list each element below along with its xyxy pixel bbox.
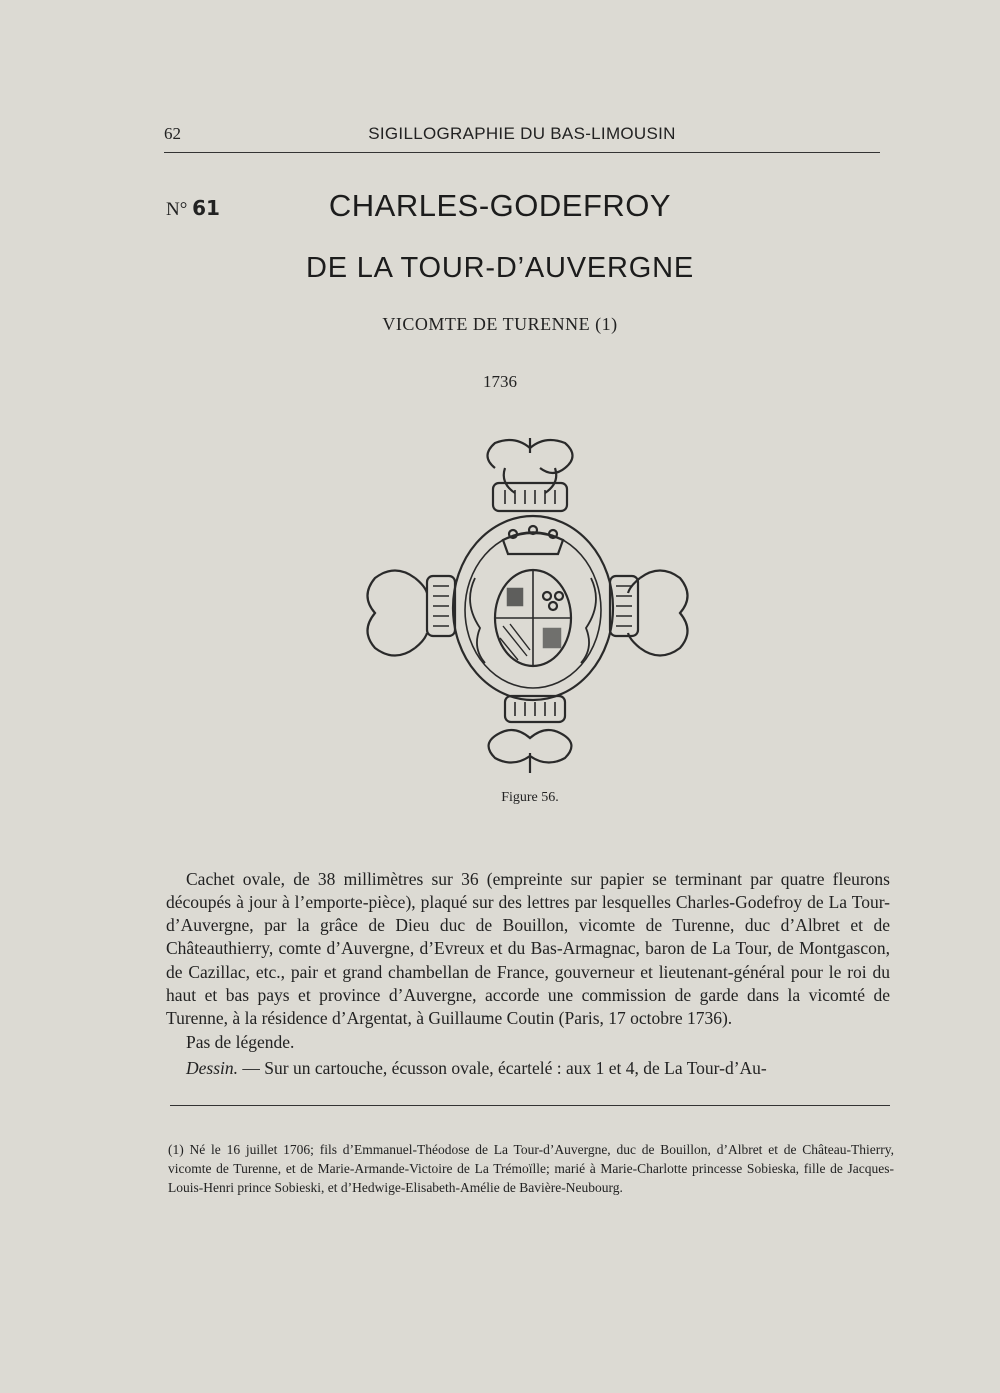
entry-year: 1736 xyxy=(483,372,517,391)
drawing-label: Dessin. xyxy=(186,1058,239,1078)
figure-caption: Figure 56. xyxy=(501,790,559,805)
seal-illustration xyxy=(355,428,705,778)
running-title: SIGILLOGRAPHIE DU BAS-LIMOUSIN xyxy=(368,124,676,143)
no-legend-note: Pas de légende. xyxy=(186,1032,295,1052)
page-number: 62 xyxy=(164,124,181,143)
bottom-fleuron xyxy=(489,696,572,773)
coat-of-arms-shield xyxy=(495,570,571,666)
footnote-rule xyxy=(170,1105,890,1106)
header-rule xyxy=(164,152,880,153)
description-paragraph: Cachet ovale, de 38 millimètres sur 36 (empreinte sur papier se terminant par quatre fleurons découpés à jour à l’emporte-pièce), plaqué sur des lettres par lesquelles Charles-Godefroy de La Tour-d’Auvergne, par la grâce de Dieu duc de Bouillon, vicomte de Turenne, duc d’Albret et de Châteauthierry, comte d’Auvergne, d’Evreux et du Bas-Armagnac, baron de La Tour, de Montgascon, de Cazillac, etc., pair et grand chambellan de France, gouverneur et lieutenant-général pour le roi du haut et bas pays et province d’Auvergne, accorde une commission de garde dans la vicomté de Turenne, à la résidence d’Argentat, à Guillaume Coutin (Paris, 17 octobre 1736). xyxy=(166,868,890,1029)
page-header xyxy=(164,124,880,152)
entry-title-line2: DE LA TOUR-D’AUVERGNE xyxy=(306,252,694,284)
ducal-crown-icon xyxy=(503,526,563,554)
entry-title-line1: CHARLES-GODEFROY xyxy=(328,188,672,223)
top-fleuron xyxy=(488,438,573,511)
entry-number-prefix: N° xyxy=(166,199,188,220)
right-fleuron xyxy=(610,571,688,656)
drawing-description xyxy=(186,1058,890,1079)
entry-number-value: 61 xyxy=(192,196,220,220)
entry-subtitle: VICOMTE DE TURENNE (1) xyxy=(382,314,618,334)
drawing-text: — Sur un cartouche, écusson ovale, écartelé : aux 1 et 4, de La Tour-d’Au- xyxy=(238,1058,767,1078)
left-fleuron xyxy=(368,571,456,656)
footnote: (1) Né le 16 juillet 1706; fils d’Emmanuel-Théodose de La Tour-d’Auvergne, duc de Bouillon, d’Albret et de Château-Thierry, vicomte de Turenne, et de Marie-Armande-Victoire de La Trémoïlle; marié à Marie-Charlotte princesse Sobieska, fille de Jacques-Louis-Henri prince Sobieski, et d’Hedwige-Elisabeth-Amélie de Bavière-Neubourg. xyxy=(168,1141,894,1195)
